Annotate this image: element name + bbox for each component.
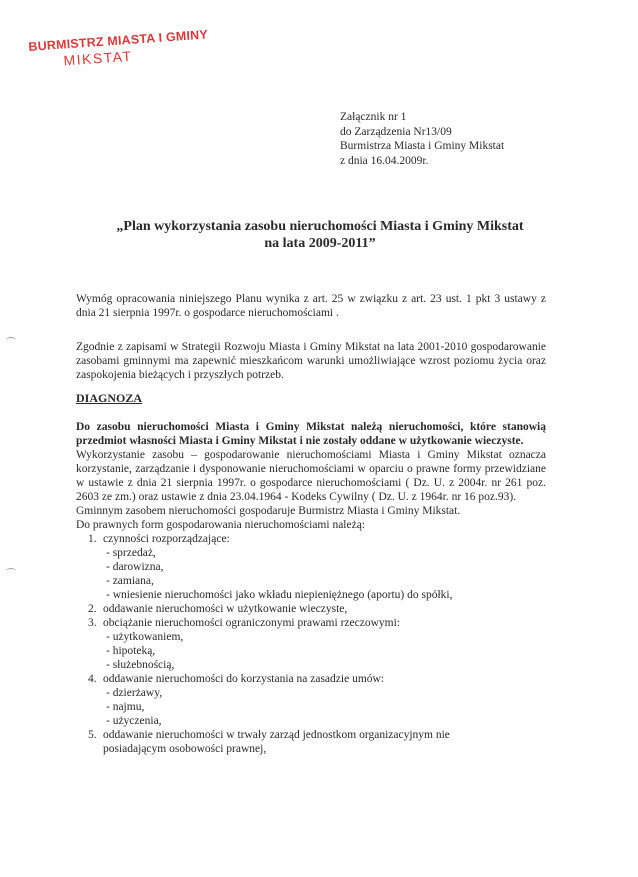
- annex-line: Burmistrza Miasta i Gminy Mikstat: [340, 140, 505, 152]
- sub-list-item: - wniesienie nieruchomości jako wkładu niepieniężnego (aportu) do spółki,: [106, 589, 453, 601]
- paragraph-legal-basis: Wymóg opracowania niniejszego Planu wynika z art. 25 w związku z art. 23 ust. 1 pkt 3 ustawy z dnia 21 sierpnia 1997r. o gospodarce nieruchomościami .: [76, 293, 546, 319]
- list-item-continuation: posiadającym osobowości prawnej,: [103, 743, 267, 755]
- stamp-line-1: BURMISTRZ MIASTA I GMINY: [28, 27, 209, 54]
- sub-list-item: - służebnością,: [106, 659, 175, 671]
- bold-paragraph: Do zasobu nieruchomości Miasta i Gminy Mikstat należą nieruchomości, które stanowią przedmiot własności Miasta i Gminy Mikstat i nie zostały oddane w użytkowanie wieczyste.: [76, 421, 546, 447]
- annex-line: Załącznik nr 1: [340, 111, 407, 123]
- sub-list-item: - zamiana,: [106, 575, 154, 587]
- annex-header: [340, 110, 504, 168]
- stamp-line-2: MIKSTAT: [62, 47, 134, 69]
- annex-line: do Zarządzenia Nr13/09: [340, 125, 452, 138]
- title-line: „Plan wykorzystania zasobu nieruchomości Miasta i Gminy Mikstat: [116, 219, 524, 234]
- sub-list-item: - sprzedaż,: [106, 547, 156, 559]
- paragraph-usage: Wykorzystanie zasobu – gospodarowanie nieruchomościami Miasta i Gminy Mikstat oznacza korzystanie, zarządzanie i dysponowanie nieruchomościami w oparciu o prawne formy przewidziane w ustawie z dnia 21 sierpnia 1997r. o gospodarce nieruchomościami ( Dz. U. z 2004r. nr 261 poz. 2603 ze zm.) oraz ustawie z dnia 23.04.1964 - Kodeks Cywilny ( Dz. U. z 1964r. nr 16 poz.93).: [76, 449, 546, 503]
- paragraph-management: Gminnym zasobem nieruchomości gospodaruje Burmistrz Miasta i Gminy Mikstat.: [76, 505, 461, 517]
- title-line: na lata 2009-2011”: [264, 236, 376, 251]
- annex-line: z dnia 16.04.2009r.: [340, 154, 429, 167]
- list-item: 3. obciążanie nieruchomości ograniczonymi prawami rzeczowymi:: [88, 617, 400, 629]
- margin-mark: [6, 337, 16, 344]
- list-item: 4. oddawanie nieruchomości do korzystania na zasadzie umów:: [88, 673, 385, 685]
- margin-mark: [6, 568, 16, 575]
- paragraph-strategy: Zgodnie z zapisami w Strategii Rozwoju Miasta i Gminy Mikstat na lata 2001-2010 gospodarowanie zasobami gminnymi ma zapewnić mieszkańcom warunki umożliwiające wzrost poziomu życia oraz zaspokojenia bieżących i przyszłych potrzeb.: [76, 341, 546, 381]
- section-heading: DIAGNOZA: [76, 391, 143, 405]
- list-item: 5. oddawanie nieruchomości w trwały zarząd jednostkom organizacyjnym nie: [88, 729, 450, 741]
- list-item: 2. oddawanie nieruchomości w użytkowanie wieczyste,: [88, 603, 348, 615]
- sub-list-item: - darowizna,: [106, 561, 164, 573]
- sub-list-item: - najmu,: [106, 701, 145, 713]
- stamp: [28, 27, 210, 70]
- paragraph-forms: Do prawnych form gospodarowania nieruchomościami należą:: [76, 519, 365, 531]
- document-title: [60, 218, 580, 252]
- diagnosis-body: [76, 420, 546, 756]
- forms-list: [76, 532, 546, 756]
- list-item: 1. czynności rozporządzające:: [88, 533, 230, 545]
- sub-list-item: - hipoteką,: [106, 645, 156, 657]
- sub-list-item: - dzierżawy,: [106, 687, 163, 699]
- sub-list-item: - użyczenia,: [106, 715, 162, 727]
- sub-list-item: - użytkowaniem,: [106, 631, 184, 643]
